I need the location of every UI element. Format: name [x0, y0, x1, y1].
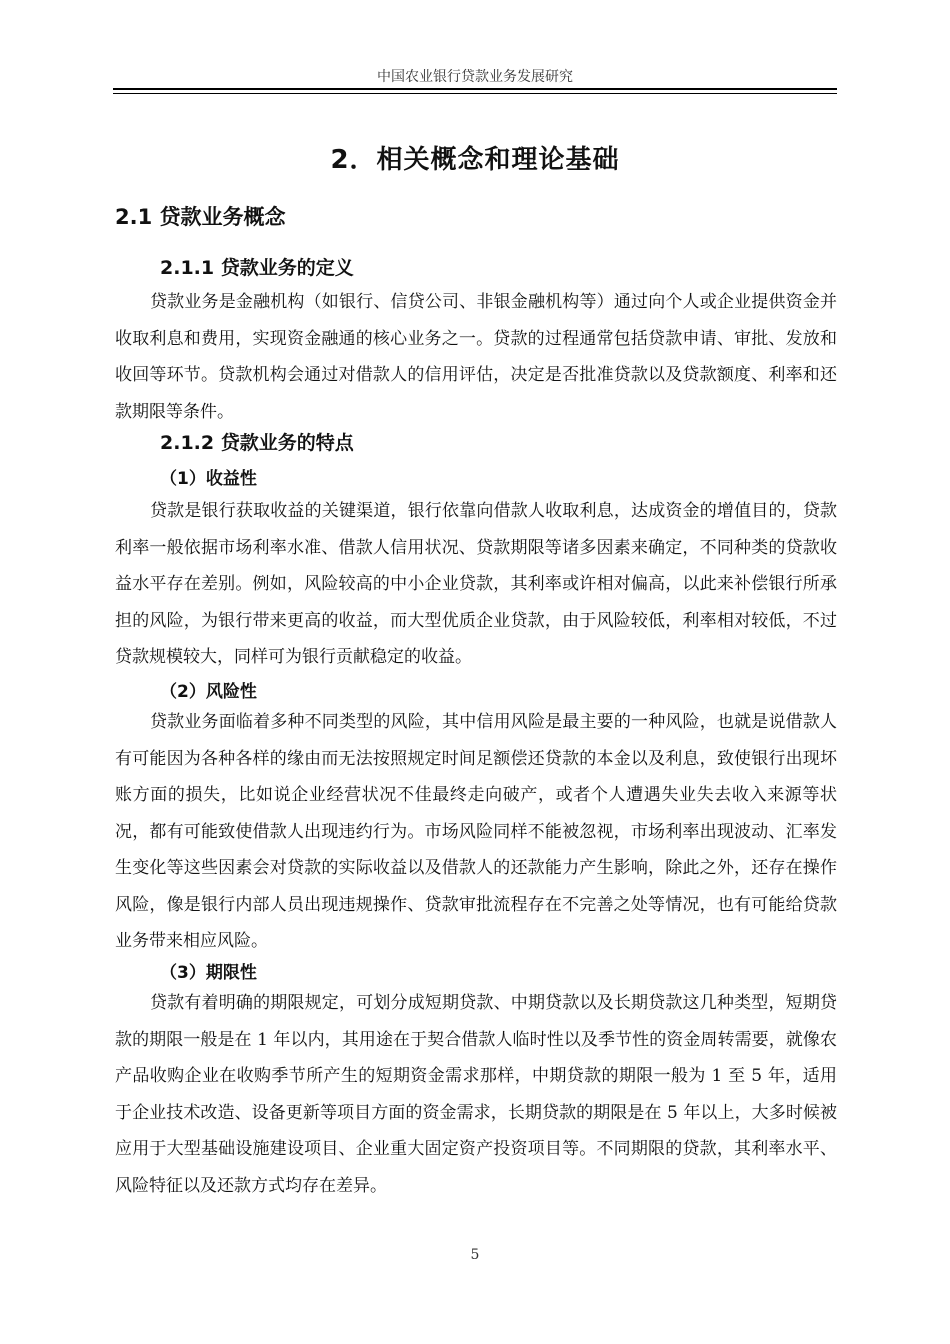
- running-header: 中国农业银行贷款业务发展研究: [377, 69, 573, 85]
- paragraph-definition: 贷款业务是金融机构（如银行、信贷公司、非银金融机构等）通过向个人或企业提供资金并收取利息和费用，实现资金融通的核心业务之一。贷款的过程通常包括贷款申请、审批、发放和收回等环节。贷款机构会通过对借款人的信用评估，决定是否批准贷款以及贷款额度、利率和还款期限等条件。: [115, 292, 837, 422]
- subsection-heading-2-1-1: 2.1.1 贷款业务的定义: [160, 257, 354, 279]
- item-heading-profitability: （1）收益性: [160, 469, 257, 489]
- item-heading-term: （3）期限性: [160, 963, 257, 983]
- paragraph-profitability: 贷款是银行获取收益的关键渠道，银行依靠向借款人收取利息，达成资金的增值目的，贷款利率一般依据市场利率水准、借款人信用状况、贷款期限等诸多因素来确定，不同种类的贷款收益水平存在差别。例如，风险较高的中小企业贷款，其利率或许相对偏高，以此来补偿银行所承担的风险，为银行带来更高的收益，而大型优质企业贷款，由于风险较低，利率相对较低，不过贷款规模较大，同样可为银行贡献稳定的收益。: [115, 501, 837, 667]
- subsection-heading-2-1-2: 2.1.2 贷款业务的特点: [160, 432, 354, 454]
- header-rule-thin: [113, 93, 837, 94]
- section-heading-2-1: 2.1 贷款业务概念: [115, 205, 286, 229]
- paragraph-risk: 贷款业务面临着多种不同类型的风险，其中信用风险是最主要的一种风险，也就是说借款人有可能因为各种各样的缘由而无法按照规定时间足额偿还贷款的本金以及利息，致使银行出现坏账方面的损失，比如说企业经营状况不佳最终走向破产，或者个人遭遇失业失去收入来源等状况，都有可能致使借款人出现违约行为。市场风险同样不能被忽视，市场利率出现波动、汇率发生变化等这些因素会对贷款的实际收益以及借款人的还款能力产生影响，除此之外，还存在操作风险，像是银行内部人员出现违规操作、贷款审批流程存在不完善之处等情况，也有可能给贷款业务带来相应风险。: [115, 712, 837, 951]
- header-rule-thick: [113, 88, 837, 90]
- chapter-title: 2．相关概念和理论基础: [330, 145, 620, 175]
- page-number: 5: [470, 1247, 480, 1263]
- paragraph-term: 贷款有着明确的期限规定，可划分成短期贷款、中期贷款以及长期贷款这几种类型，短期贷款的期限一般是在 1 年以内，其用途在于契合借款人临时性以及季节性的资金周转需要，就像农产品收购企业在收购季节所产生的短期资金需求那样，中期贷款的期限一般为 1 至 5 年，适用于企业技术改造、设备更新等项目方面的资金需求，长期贷款的期限是在 5 年以上，大多时候被应用于大型基础设施建设项目、企业重大固定资产投资项目等。不同期限的贷款，其利率水平、风险特征以及还款方式均存在差异。: [115, 993, 837, 1196]
- item-heading-risk: （2）风险性: [160, 682, 257, 702]
